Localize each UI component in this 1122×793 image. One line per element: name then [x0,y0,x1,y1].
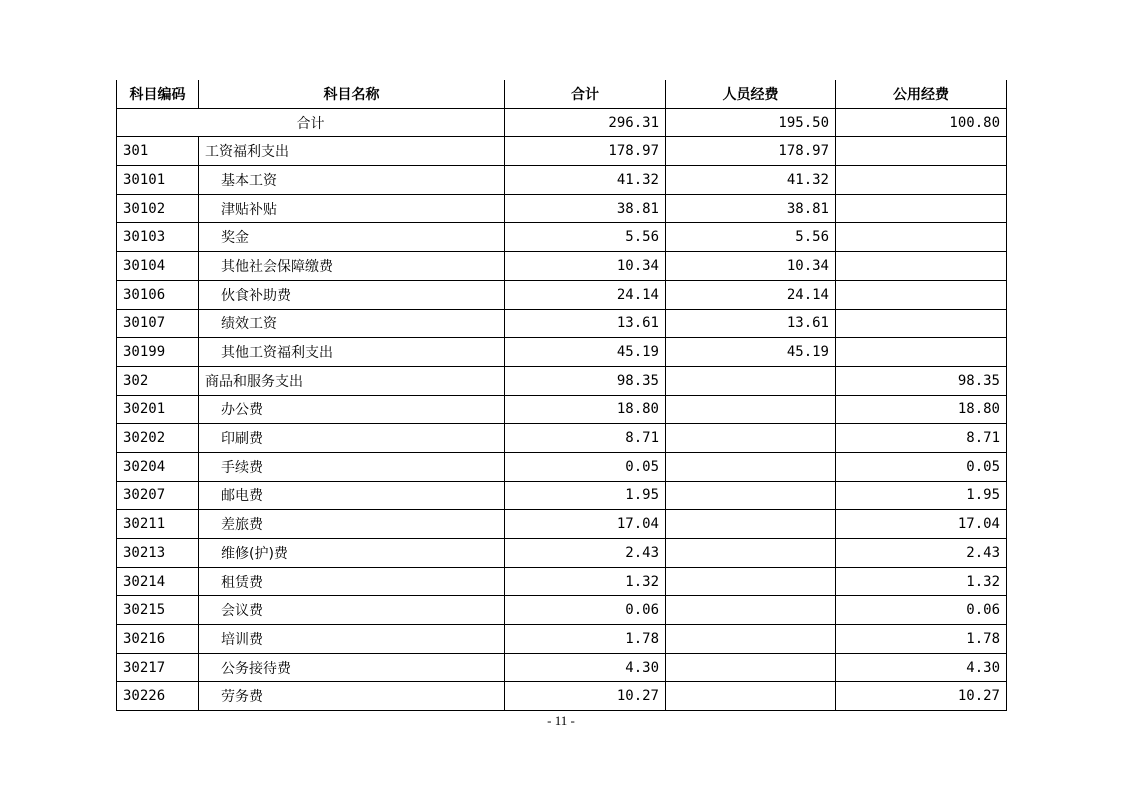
row-total: 0.05 [505,452,666,481]
table-row [117,481,1007,510]
table-row [117,137,1007,166]
row-personnel: 5.56 [666,223,836,252]
row-total: 24.14 [505,280,666,309]
header-personnel: 人员经费 [666,80,836,108]
row-code: 30226 [117,682,199,711]
row-code: 30204 [117,452,199,481]
row-name: 手续费 [199,452,505,481]
total-row-personnel: 195.50 [666,108,836,137]
row-code: 30213 [117,539,199,568]
row-public [836,137,1007,166]
header-name: 科目名称 [199,80,505,108]
row-code: 30102 [117,194,199,223]
row-personnel [666,510,836,539]
row-code: 30215 [117,596,199,625]
row-code: 30107 [117,309,199,338]
row-total: 1.95 [505,481,666,510]
table-row [117,252,1007,281]
row-public [836,194,1007,223]
row-public: 0.06 [836,596,1007,625]
row-total: 1.32 [505,567,666,596]
table-row [117,625,1007,654]
row-name: 培训费 [199,625,505,654]
header-total: 合计 [505,80,666,108]
row-total: 41.32 [505,166,666,195]
row-name: 工资福利支出 [199,137,505,166]
row-personnel [666,539,836,568]
row-code: 30216 [117,625,199,654]
table-header [117,80,1007,108]
row-public: 98.35 [836,366,1007,395]
row-name: 维修(护)费 [199,539,505,568]
table-row [117,653,1007,682]
row-code: 30199 [117,338,199,367]
total-row-label: 合计 [117,108,505,137]
row-personnel [666,366,836,395]
header-code: 科目编码 [117,80,199,108]
row-personnel: 24.14 [666,280,836,309]
row-name: 劳务费 [199,682,505,711]
row-personnel: 41.32 [666,166,836,195]
row-code: 30101 [117,166,199,195]
row-name: 基本工资 [199,166,505,195]
row-personnel: 10.34 [666,252,836,281]
total-row [117,108,1007,137]
row-name: 商品和服务支出 [199,366,505,395]
row-total: 5.56 [505,223,666,252]
row-personnel [666,682,836,711]
table-row [117,309,1007,338]
row-public: 0.05 [836,452,1007,481]
row-personnel: 178.97 [666,137,836,166]
table-row [117,452,1007,481]
row-total: 1.78 [505,625,666,654]
row-name: 奖金 [199,223,505,252]
row-public: 4.30 [836,653,1007,682]
row-personnel [666,596,836,625]
row-personnel [666,481,836,510]
row-personnel [666,452,836,481]
table-row [117,366,1007,395]
row-code: 30211 [117,510,199,539]
row-personnel [666,625,836,654]
row-name: 公务接待费 [199,653,505,682]
row-personnel: 38.81 [666,194,836,223]
row-name: 绩效工资 [199,309,505,338]
table-row [117,682,1007,711]
row-name: 其他社会保障缴费 [199,252,505,281]
row-public [836,338,1007,367]
row-code: 301 [117,137,199,166]
row-code: 30104 [117,252,199,281]
row-personnel [666,653,836,682]
row-total: 4.30 [505,653,666,682]
total-row-total: 296.31 [505,108,666,137]
header-public: 公用经费 [836,80,1007,108]
table-row [117,280,1007,309]
table-row [117,223,1007,252]
page-number: - 11 - [547,713,575,728]
row-total: 98.35 [505,366,666,395]
row-code: 30106 [117,280,199,309]
row-total: 178.97 [505,137,666,166]
row-public [836,166,1007,195]
row-total: 17.04 [505,510,666,539]
row-code: 30201 [117,395,199,424]
table-row [117,194,1007,223]
row-name: 差旅费 [199,510,505,539]
row-public: 18.80 [836,395,1007,424]
row-total: 10.34 [505,252,666,281]
row-name: 会议费 [199,596,505,625]
budget-table [116,80,1007,711]
row-public [836,309,1007,338]
row-code: 302 [117,366,199,395]
row-total: 2.43 [505,539,666,568]
row-code: 30103 [117,223,199,252]
row-total: 45.19 [505,338,666,367]
row-public: 17.04 [836,510,1007,539]
table-row [117,395,1007,424]
table-body [117,108,1007,710]
table-row [117,510,1007,539]
row-name: 租赁费 [199,567,505,596]
row-code: 30202 [117,424,199,453]
row-personnel [666,395,836,424]
table-row [117,539,1007,568]
row-name: 其他工资福利支出 [199,338,505,367]
row-public: 1.32 [836,567,1007,596]
table-row [117,166,1007,195]
row-name: 印刷费 [199,424,505,453]
total-row-public: 100.80 [836,108,1007,137]
table-row [117,424,1007,453]
row-personnel [666,567,836,596]
row-public: 2.43 [836,539,1007,568]
row-total: 0.06 [505,596,666,625]
row-total: 38.81 [505,194,666,223]
row-code: 30214 [117,567,199,596]
row-personnel: 45.19 [666,338,836,367]
table-row [117,567,1007,596]
row-code: 30207 [117,481,199,510]
row-public [836,280,1007,309]
row-public: 10.27 [836,682,1007,711]
row-public: 1.78 [836,625,1007,654]
row-public [836,223,1007,252]
row-code: 30217 [117,653,199,682]
row-name: 津贴补贴 [199,194,505,223]
row-name: 伙食补助费 [199,280,505,309]
row-public [836,252,1007,281]
row-personnel: 13.61 [666,309,836,338]
row-name: 办公费 [199,395,505,424]
row-name: 邮电费 [199,481,505,510]
row-total: 18.80 [505,395,666,424]
row-public: 8.71 [836,424,1007,453]
row-personnel [666,424,836,453]
row-total: 13.61 [505,309,666,338]
row-total: 8.71 [505,424,666,453]
table-row [117,338,1007,367]
table-row [117,596,1007,625]
row-public: 1.95 [836,481,1007,510]
row-total: 10.27 [505,682,666,711]
